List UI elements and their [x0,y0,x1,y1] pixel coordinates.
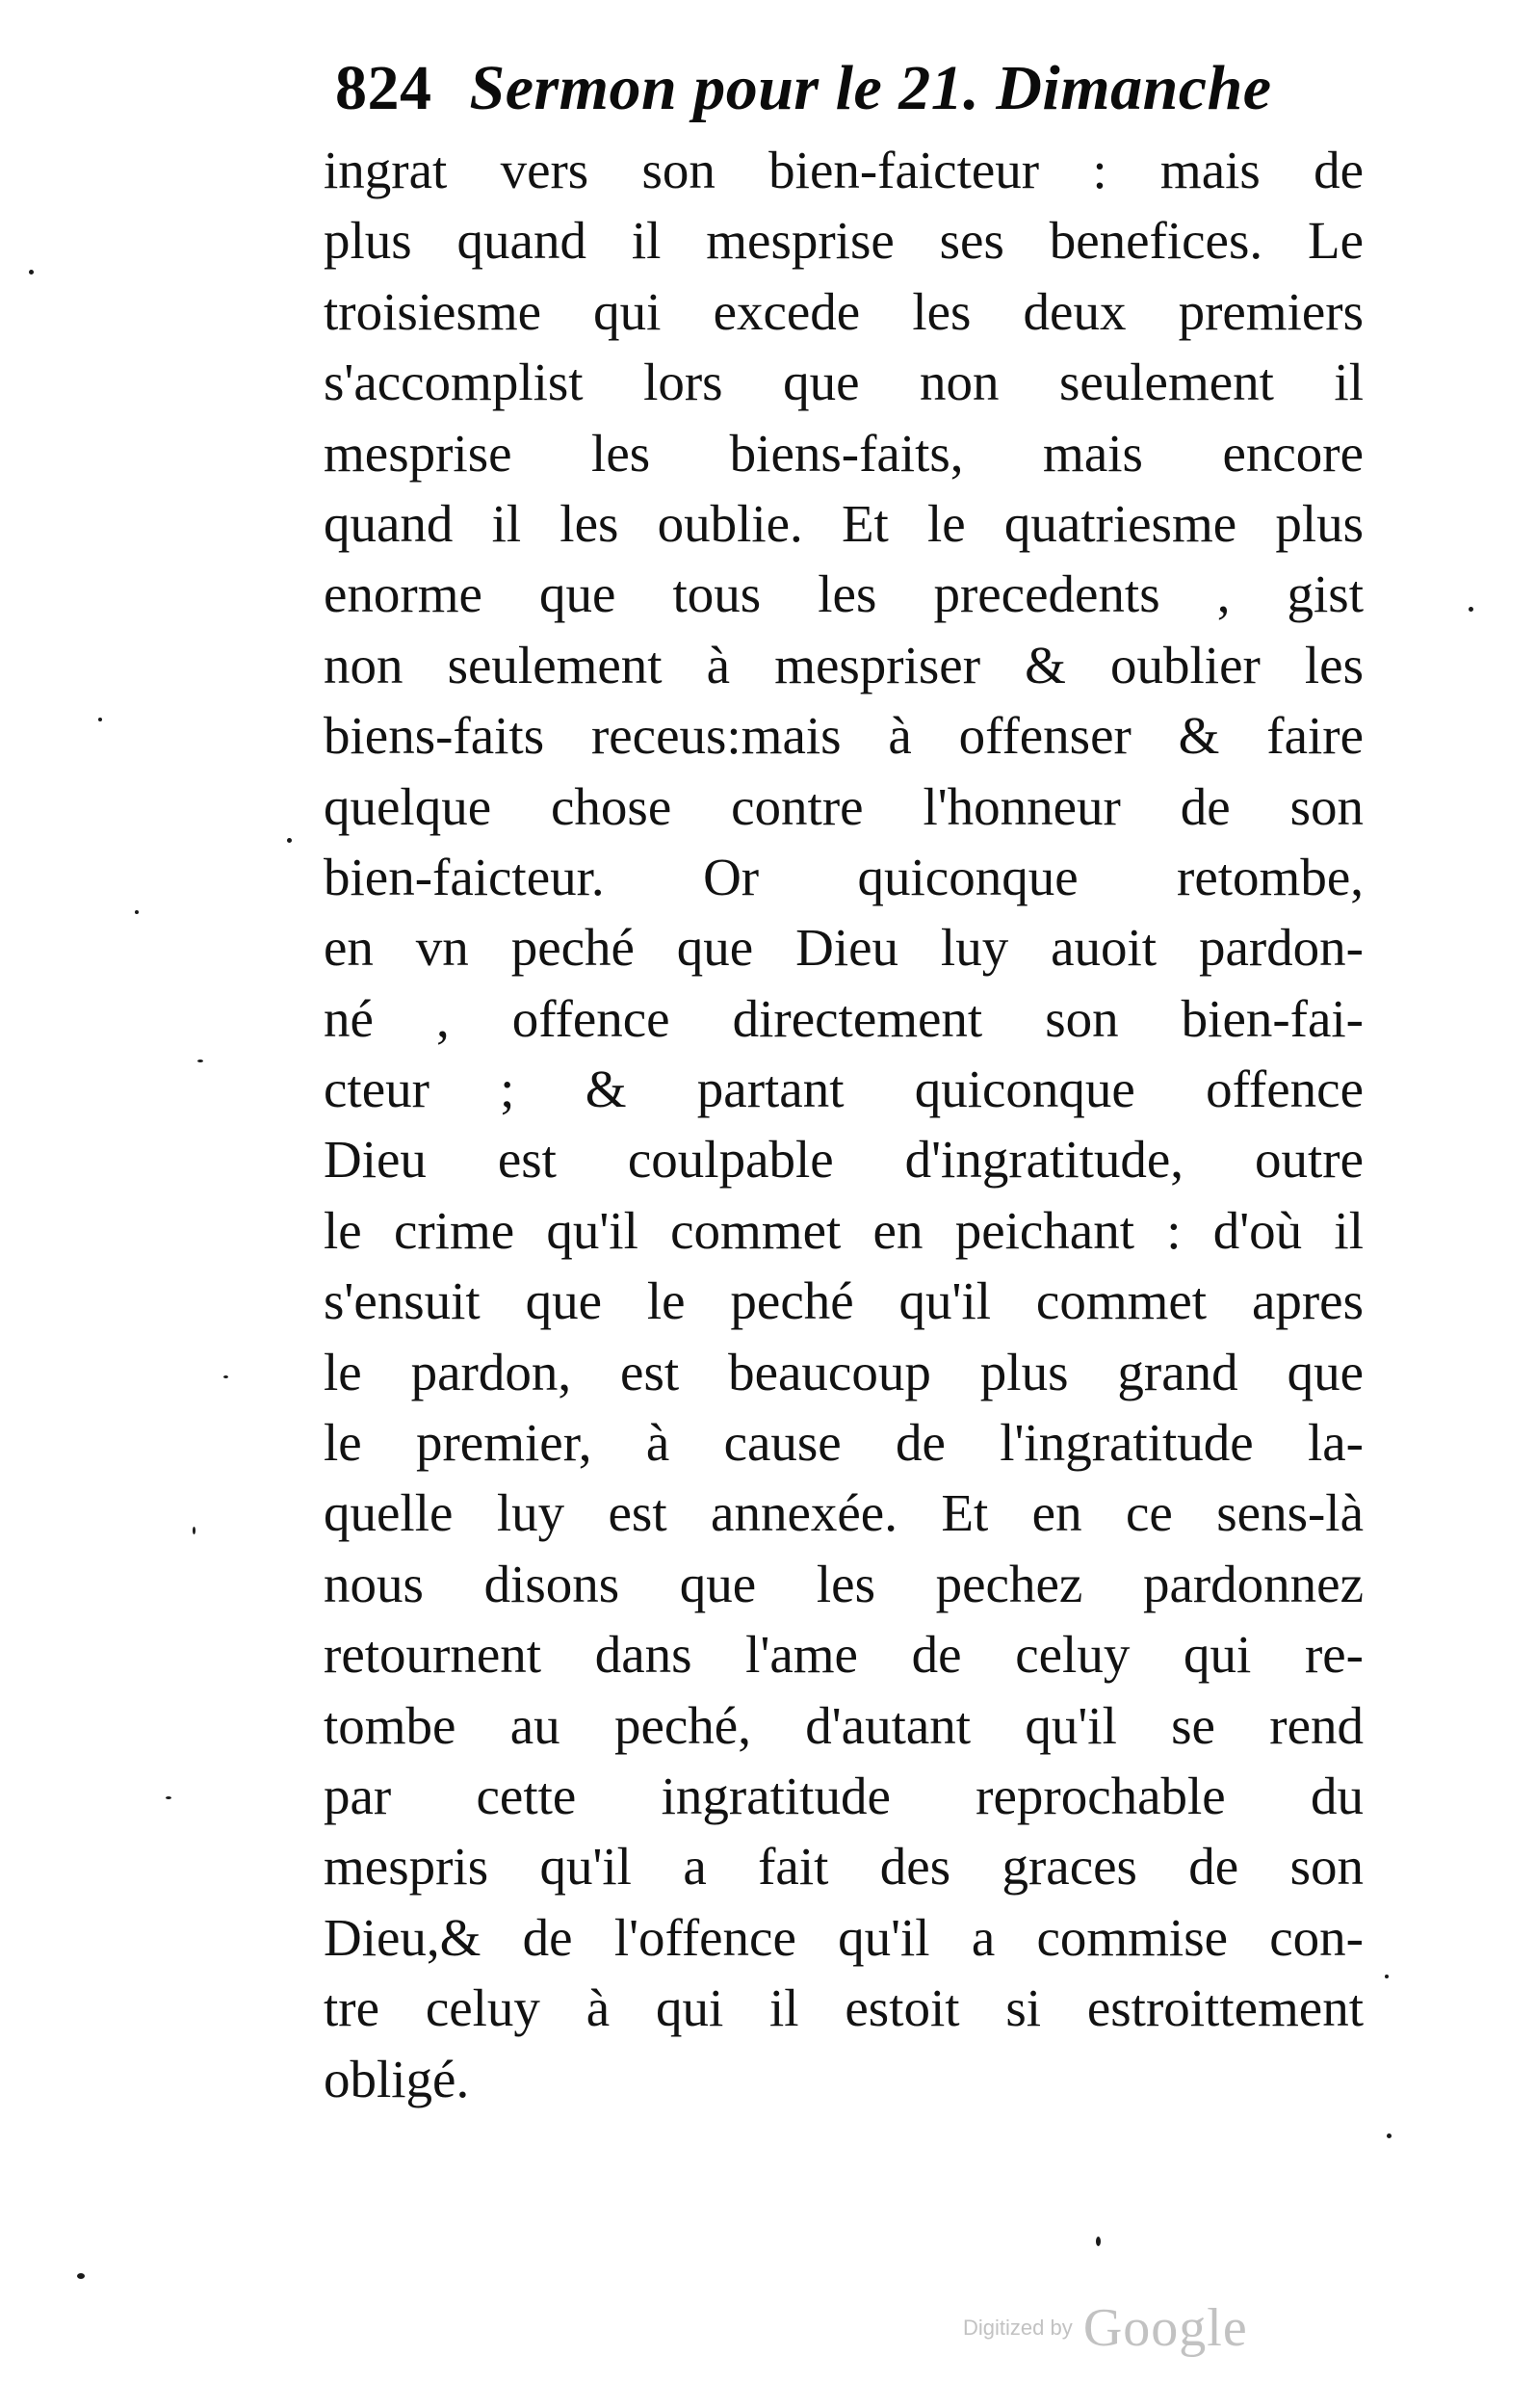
text-line: le premier, à cause de l'ingratitude la- [324,1413,1364,1473]
text-line: né , offence directement son bien-fai- [324,988,1364,1048]
running-title: Sermon pour le 21. Dimanche [469,53,1272,123]
scan-speck [223,1375,228,1378]
scan-speck [1096,2237,1101,2246]
text-line: en vn peché que Dieu luy auoit pardon- [324,918,1364,978]
scan-speck [1387,2133,1392,2138]
text-line: quand il les oublie. Et le quatriesme plus [324,493,1364,553]
text-line: Dieu,& de l'offence qu'il a commise con- [324,1907,1364,1967]
google-logo: Google [1082,2298,1248,2358]
text-line: nous disons que les pechez pardonnez [324,1554,1364,1613]
page-header [335,42,1356,135]
text-line: le pardon, est beaucoup plus grand que [324,1342,1364,1401]
scan-speck [29,270,34,275]
text-line: non seulement à mespriser & oublier les [324,635,1364,694]
text-line: tombe au peché, d'autant qu'il se rend [324,1695,1364,1755]
text-line: bien-faicteur. Or quiconque retombe, [324,847,1364,906]
text-line: cteur ; & partant quiconque offence [324,1060,1364,1119]
text-line: enorme que tous les precedents , gist [324,564,1364,624]
text-line: mesprise les biens-faits, mais encore [324,423,1364,483]
scan-speck [193,1527,195,1534]
scan-speck [1469,607,1473,612]
sermon-text-block [324,135,1364,2114]
watermark-prefix: Digitized by [963,2316,1073,2340]
scan-speck [77,2273,85,2279]
text-line: plus quand il mesprise ses benefices. Le [324,211,1364,271]
scan-speck [197,1060,203,1062]
text-line: Dieu est coulpable d'ingratitude, outre [324,1130,1364,1190]
text-line: quelque chose contre l'honneur de son [324,776,1364,836]
digitized-by-google-watermark [963,2297,1248,2365]
text-line: s'accomplist lors que non seulement il [324,353,1364,412]
text-line: le crime qu'il commet en peichant : d'où il [324,1200,1364,1260]
text-line: quelle luy est annexée. Et en ce sens-là [324,1483,1364,1543]
text-line: tre celuy à qui il estoit si estroittement [324,1978,1364,2038]
scan-speck [98,718,102,721]
text-line-last: obligé. [324,2049,470,2108]
text-line: s'ensuit que le peché qu'il commet apres [324,1271,1364,1331]
scan-speck [166,1796,171,1799]
page-number: 824 [335,53,432,123]
scan-speck [135,910,139,914]
text-line: mespris qu'il a fait des graces de son [324,1837,1364,1897]
text-line: retournent dans l'ame de celuy qui re- [324,1625,1364,1685]
text-line: biens-faits receus:mais à offenser & faire [324,706,1364,766]
text-line: ingrat vers son bien-faicteur : mais de [324,141,1364,199]
text-line: par cette ingratitude reprochable du [324,1766,1364,1825]
text-line: troisiesme qui excede les deux premiers [324,281,1364,341]
scan-speck [287,838,292,843]
scan-speck [1385,1975,1389,1978]
